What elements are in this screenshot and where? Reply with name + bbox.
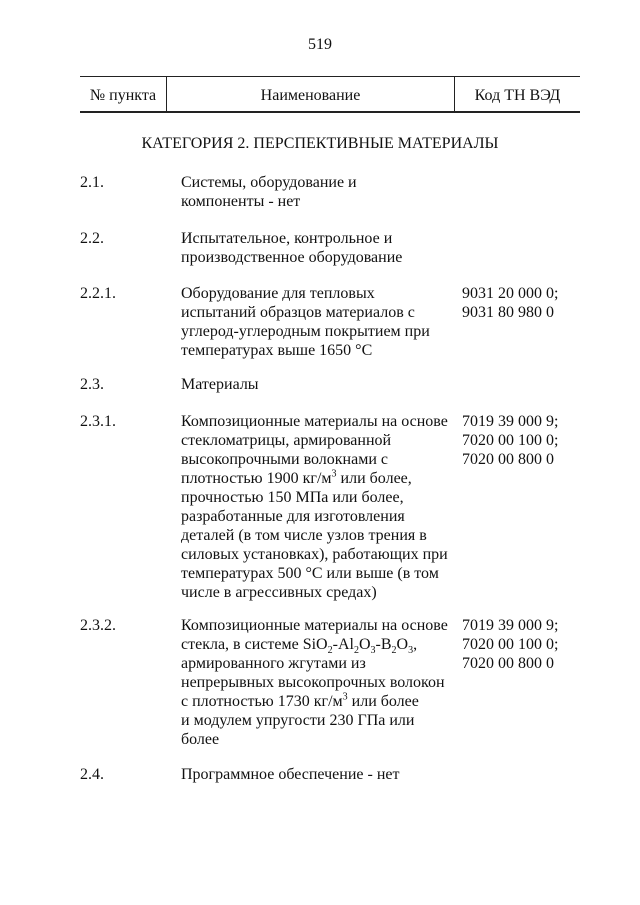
entry-name-line: прочностью 150 МПа или более,	[181, 489, 404, 506]
tn-ved-code: 7020 00 100 0;	[462, 432, 559, 449]
entry-name-line: Материалы	[181, 376, 259, 393]
entry-name-line: силовых установках), работающих при	[181, 546, 448, 563]
entry-name-line: числе в агрессивных средах)	[181, 584, 377, 601]
entry-name-line: высокопрочными волокнами с	[181, 451, 389, 468]
entry-name-line: температурах выше 1650 °С	[181, 342, 373, 359]
entry-number: 2.2.	[80, 230, 104, 247]
entry-name-line: Системы, оборудование и	[181, 174, 357, 191]
formula-o: O	[358, 636, 371, 653]
entry-name-line: армированного жгутами из	[181, 655, 366, 672]
entry-number: 2.2.1.	[80, 285, 116, 302]
entry-number: 2.3.1.	[80, 413, 116, 430]
entry-name-line: углерод-углеродным покрытием при	[181, 323, 430, 340]
entry-name-line-density	[181, 692, 456, 711]
entry-name	[181, 229, 456, 267]
tn-ved-code: 7020 00 800 0	[462, 451, 554, 468]
formula-sub: 2	[391, 645, 397, 657]
entry-number: 2.3.2.	[80, 617, 116, 634]
entry-codes	[462, 616, 582, 673]
tn-ved-code: 7020 00 100 0;	[462, 636, 559, 653]
formula-sub: 3	[408, 645, 414, 657]
formula-suffix: ,	[413, 636, 418, 653]
density-exponent: 3	[342, 691, 348, 703]
entry-codes	[462, 412, 582, 469]
formula-prefix: стекла, в системе	[181, 636, 303, 653]
entry-name-line: разработанные для изготовления	[181, 508, 405, 525]
tn-ved-code: 7019 39 000 9;	[462, 617, 559, 634]
entry-name-line: Испытательное, контрольное и	[181, 230, 393, 247]
header-col-name: Наименование	[167, 77, 455, 112]
entry-name-line: более	[181, 731, 220, 748]
entry-name	[181, 375, 456, 394]
density-text: с плотностью 1730 кг/м	[181, 693, 343, 710]
formula-al: -Al	[332, 636, 354, 653]
formula-o2: O	[396, 636, 409, 653]
entry-number: 2.1.	[80, 174, 104, 191]
entry-name-line: компоненты - нет	[181, 193, 301, 210]
page-number: 519	[308, 36, 332, 53]
entry-name-line: Композиционные материалы на основе	[181, 413, 448, 430]
entry-name-line: испытаний образцов материалов с	[181, 304, 415, 321]
tn-ved-code: 7019 39 000 9;	[462, 413, 559, 430]
header-col-number: № пункта	[80, 77, 167, 112]
entry-name-line-density	[181, 469, 456, 488]
density-suffix: или более	[347, 693, 419, 710]
formula-b: -B	[375, 636, 392, 653]
entry-name-line: температурах 500 °С или выше (в том	[181, 565, 439, 582]
formula-sub: 2	[327, 645, 333, 657]
entry-name	[181, 765, 456, 784]
header-col-code: Код ТН ВЭД	[474, 87, 561, 104]
formula-sub: 2	[353, 645, 359, 657]
tn-ved-code: 9031 20 000 0;	[462, 285, 559, 302]
entry-name	[181, 173, 456, 211]
table-header	[80, 76, 580, 113]
entry-name	[181, 616, 456, 749]
entry-number: 2.4.	[80, 766, 104, 783]
tn-ved-code: 7020 00 800 0	[462, 655, 554, 672]
entry-number: 2.3.	[80, 376, 104, 393]
tn-ved-code: 9031 80 980 0	[462, 304, 554, 321]
entry-codes	[462, 284, 582, 322]
density-suffix: или более,	[336, 470, 412, 487]
density-text: плотностью 1900 кг/м	[181, 470, 332, 487]
density-exponent: 3	[331, 468, 337, 480]
entry-name-line: деталей (в том числе узлов трения в	[181, 527, 427, 544]
entry-name	[181, 412, 456, 602]
entry-name-line: производственное оборудование	[181, 249, 403, 266]
entry-name-line: стекломатрицы, армированной	[181, 432, 392, 449]
entry-name-line-formula	[181, 635, 456, 657]
formula-sub: 3	[370, 645, 376, 657]
entry-name-line: Оборудование для тепловых	[181, 285, 375, 302]
entry-name-line: и модулем упругости 230 ГПа или	[181, 712, 415, 729]
entry-name-line: Программное обеспечение - нет	[181, 766, 400, 783]
category-title: КАТЕГОРИЯ 2. ПЕРСПЕКТИВНЫЕ МАТЕРИАЛЫ	[141, 135, 499, 152]
entry-name	[181, 284, 456, 360]
formula-sio: SiO	[302, 636, 328, 653]
entry-name-line: непрерывных высокопрочных волокон	[181, 674, 445, 691]
entry-name-line: Композиционные материалы на основе	[181, 617, 448, 634]
